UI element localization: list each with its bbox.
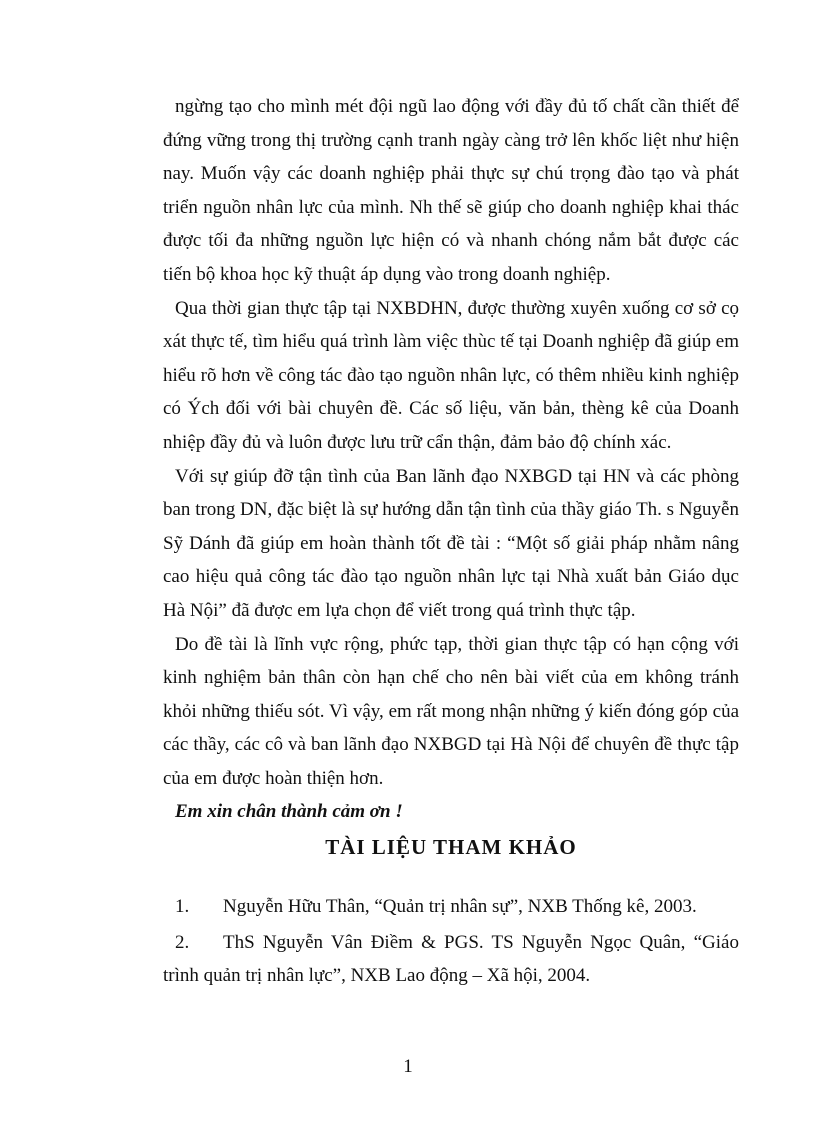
closing-thanks: Em xin chân thành cảm ơn ! <box>175 801 403 823</box>
reference-number: 1. <box>175 896 190 917</box>
paragraph-limitations: Do đề tài là lĩnh vực rộng, phức tạp, thời gian thực tập có hạn cộng với kinh nghiệm bản thân còn hạn chế cho nên bài viết của em không tránh khỏi những thiếu sót. Vì vậy, em rất mong nhận những ý kiến đóng góp của các thầy, các cô và ban lãnh đạo NXBGD tại Hà Nội để chuyên đề thực tập của em được hoàn thiện hơn. <box>163 633 739 789</box>
body-text <box>163 90 739 829</box>
references-list <box>163 890 739 995</box>
reference-number: 2. <box>175 931 190 953</box>
paragraph-internship: Qua thời gian thực tập tại NXBDHN, được thường xuyên xuống cơ sở cọ xát thực tế, tìm hiểu quá trình làm việc thùc tế tại Doanh nghiệp đã giúp em hiểu rõ hơn về công tác đào tạo nguồn nhân lực, có thêm nhiều kinh nghiệp có Ých đối với bài chuyên đề. Các số liệu, văn bản, thèng kê của Doanh nhiệp đầy đủ và luôn được lưu trữ cẩn thận, đảm bảo độ chính xác. <box>163 297 739 453</box>
page-number: 1 <box>403 1056 413 1077</box>
paragraph-acknowledgement: Với sự giúp đỡ tận tình của Ban lãnh đạo NXBGD tại HN và các phòng ban trong DN, đặc biệt là sự hướng dẫn tận tình của thầy giáo Th. s Nguyễn Sỹ Dánh đã giúp em hoàn thành tốt đề tài : “Một số giải pháp nhằm nâng cao hiệu quả công tác đào tạo nguồn nhân lực tại Nhà xuất bản Giáo dục Hà Nội” đã được em lựa chọn để viết trong quá trình thực tập. <box>163 465 739 621</box>
references-title: TÀI LIỆU THAM KHẢO <box>325 835 577 859</box>
reference-text: Nguyễn Hữu Thân, “Quản trị nhân sự”, NXB Thống kê, 2003. <box>223 896 697 917</box>
reference-text: ThS Nguyễn Vân Điềm & PGS. TS Nguyễn Ngọc Quân, “Giáo trình quản trị nhân lực”, NXB Lao động – Xã hội, 2004. <box>163 931 739 987</box>
paragraph-intro: ngừng tạo cho mình mét đội ngũ lao động với đầy đủ tố chất cần thiết để đứng vững trong thị trường cạnh tranh ngày càng trở lên khốc liệt như hiện nay. Muốn vậy các doanh nghiệp phải thực sự chú trọng đào tạo và phát triển nguồn nhân lực của mình. Nh thế sẽ giúp cho doanh nghiệp khai thác được tối đa những nguồn lực hiện có và nhanh chóng nắm bắt được các tiến bộ khoa học kỹ thuật áp dụng vào trong doanh nghiệp. <box>163 96 739 285</box>
reference-item <box>163 926 739 993</box>
reference-item <box>163 890 739 924</box>
